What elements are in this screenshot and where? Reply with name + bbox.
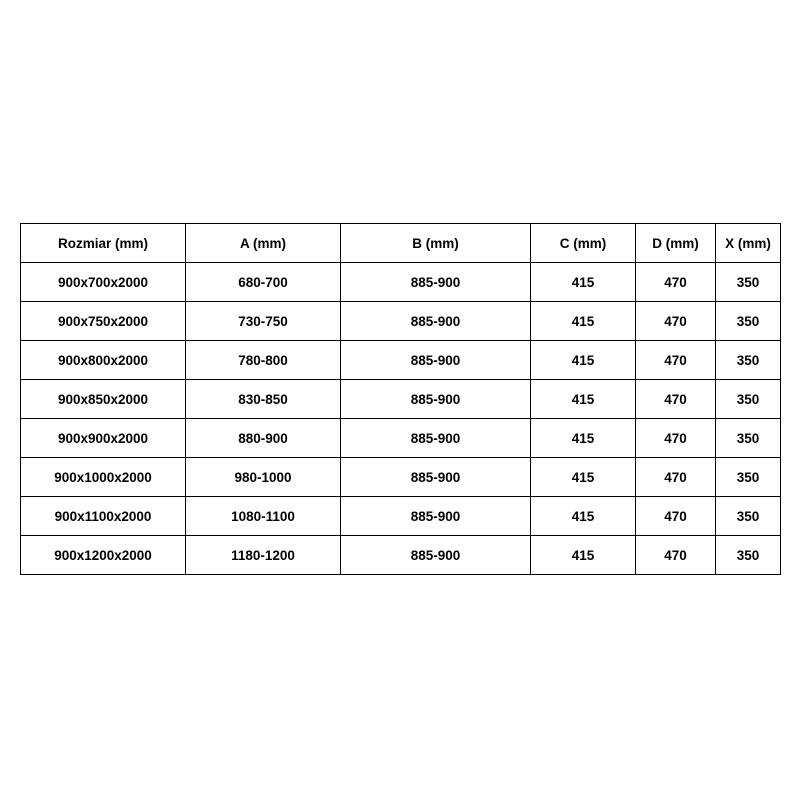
table-row — [21, 419, 781, 458]
table-cell-d: 470 — [636, 263, 716, 302]
table-body — [21, 263, 781, 575]
table-cell-a: 980-1000 — [186, 458, 341, 497]
table-cell-d: 470 — [636, 497, 716, 536]
table-header-cell-b: B (mm) — [341, 224, 531, 263]
table-cell-x: 350 — [716, 497, 781, 536]
table-cell-x: 350 — [716, 341, 781, 380]
table-header-cell-d: D (mm) — [636, 224, 716, 263]
table-cell-a: 730-750 — [186, 302, 341, 341]
table-cell-size: 900x1100x2000 — [21, 497, 186, 536]
table-cell-b: 885-900 — [341, 302, 531, 341]
table-cell-a: 830-850 — [186, 380, 341, 419]
table-header-cell-x: X (mm) — [716, 224, 781, 263]
table-cell-b: 885-900 — [341, 380, 531, 419]
table-cell-b: 885-900 — [341, 419, 531, 458]
table-cell-size: 900x800x2000 — [21, 341, 186, 380]
dimensions-table — [20, 223, 781, 575]
table-cell-d: 470 — [636, 536, 716, 575]
table-cell-a: 880-900 — [186, 419, 341, 458]
table-row — [21, 458, 781, 497]
table-row — [21, 497, 781, 536]
table-cell-x: 350 — [716, 458, 781, 497]
table-cell-c: 415 — [531, 302, 636, 341]
table-header-row — [21, 224, 781, 263]
table-cell-b: 885-900 — [341, 497, 531, 536]
table-cell-x: 350 — [716, 419, 781, 458]
table-cell-size: 900x850x2000 — [21, 380, 186, 419]
table-cell-a: 780-800 — [186, 341, 341, 380]
table-header-cell-size: Rozmiar (mm) — [21, 224, 186, 263]
table-cell-d: 470 — [636, 380, 716, 419]
table-cell-c: 415 — [531, 341, 636, 380]
table-header-cell-a: A (mm) — [186, 224, 341, 263]
table-cell-size: 900x700x2000 — [21, 263, 186, 302]
table-cell-b: 885-900 — [341, 458, 531, 497]
table-cell-c: 415 — [531, 497, 636, 536]
table-header — [21, 224, 781, 263]
dimensions-table-container — [20, 223, 780, 575]
table-cell-size: 900x1000x2000 — [21, 458, 186, 497]
table-cell-a: 1080-1100 — [186, 497, 341, 536]
table-cell-b: 885-900 — [341, 263, 531, 302]
table-cell-c: 415 — [531, 458, 636, 497]
table-row — [21, 302, 781, 341]
table-cell-size: 900x900x2000 — [21, 419, 186, 458]
table-cell-b: 885-900 — [341, 536, 531, 575]
table-row — [21, 263, 781, 302]
table-cell-x: 350 — [716, 302, 781, 341]
table-cell-d: 470 — [636, 302, 716, 341]
table-cell-d: 470 — [636, 419, 716, 458]
table-header-cell-c: C (mm) — [531, 224, 636, 263]
table-row — [21, 341, 781, 380]
table-cell-c: 415 — [531, 263, 636, 302]
table-cell-x: 350 — [716, 263, 781, 302]
table-cell-c: 415 — [531, 536, 636, 575]
table-cell-d: 470 — [636, 458, 716, 497]
table-cell-a: 1180-1200 — [186, 536, 341, 575]
table-cell-x: 350 — [716, 380, 781, 419]
table-row — [21, 536, 781, 575]
table-cell-size: 900x1200x2000 — [21, 536, 186, 575]
table-cell-x: 350 — [716, 536, 781, 575]
table-row — [21, 380, 781, 419]
table-cell-d: 470 — [636, 341, 716, 380]
table-cell-b: 885-900 — [341, 341, 531, 380]
table-cell-a: 680-700 — [186, 263, 341, 302]
table-cell-c: 415 — [531, 380, 636, 419]
table-cell-c: 415 — [531, 419, 636, 458]
table-cell-size: 900x750x2000 — [21, 302, 186, 341]
